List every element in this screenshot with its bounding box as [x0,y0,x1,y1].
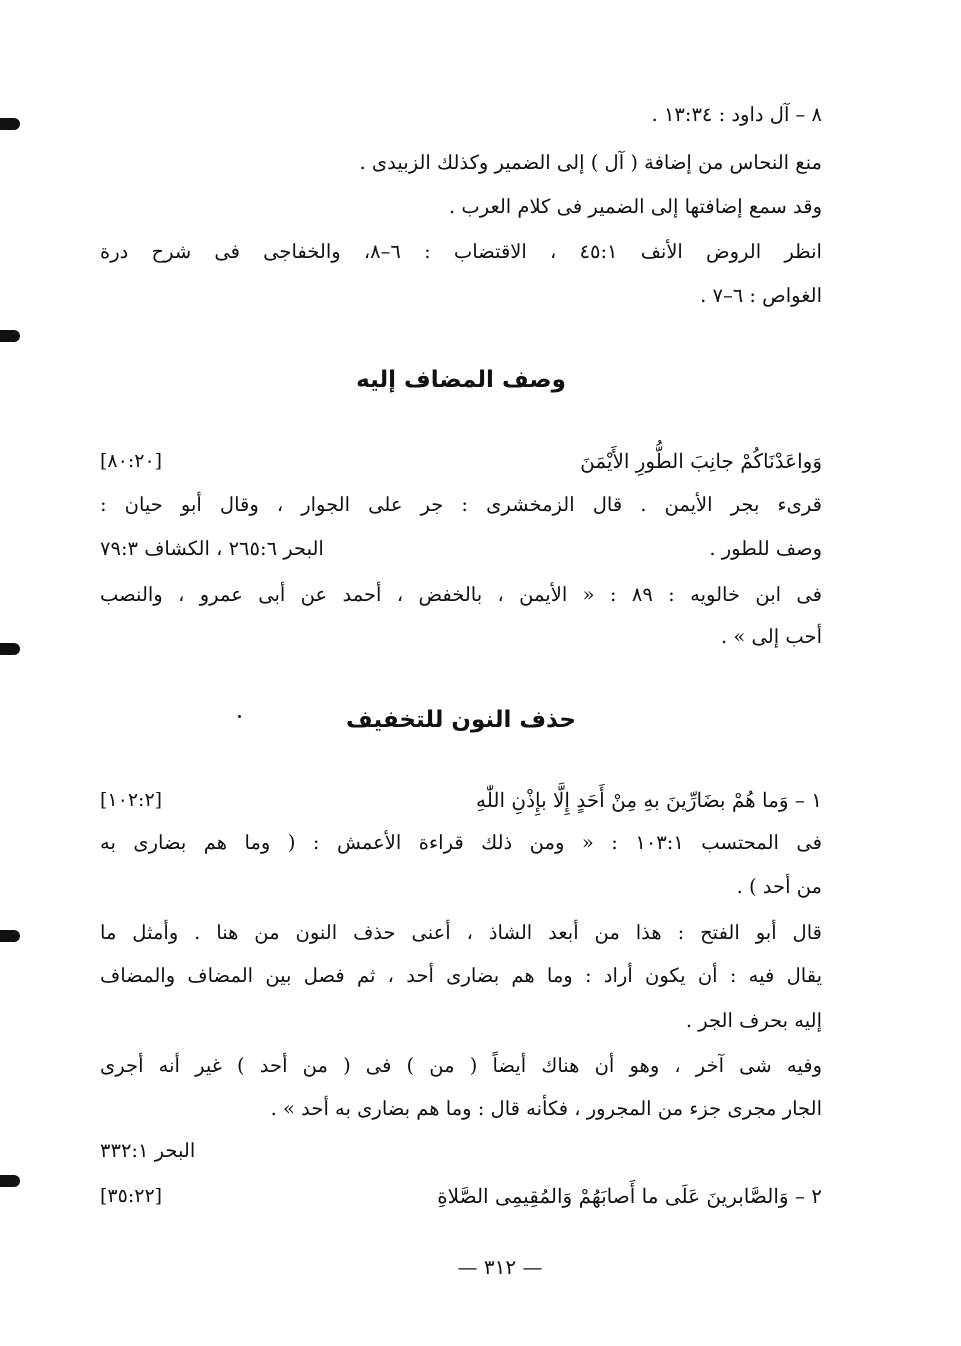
body-line: أحب إلى » . [721,625,822,648]
source-line [100,1136,822,1166]
verse-reference: [١٠٢:٢] [100,789,163,811]
verse-text: ٢ – وَالصَّابرينَ عَلَى ما أَصابَهُمْ وَالمُقِيمِى الصَّلاةِ [437,1184,822,1208]
source-reference: البحر ٢٦٥:٦ ، الكشاف ٧٩:٣ [100,537,324,560]
body-text: وصف للطور . [709,537,822,560]
scan-edge-mark [0,330,20,342]
verse-text: وَواعَدْنَاكُمْ جانِبَ الطُّورِ الأَيْمَنَ [580,449,822,473]
body-line: قرىء بجر الأيمن . قال الزمخشرى : جر على الجوار ، وقال أبو حيان : [100,493,822,516]
verse-reference: [٨٠:٢٠] [100,450,163,472]
source-reference: البحر ٣٣٢:١ [100,1139,196,1162]
scan-edge-mark [0,643,20,655]
verse-reference: [٣٥:٢٢] [100,1185,163,1207]
intro-line-2: منع النحاس من إضافة ( آل ) إلى الضمير وكذلك الزبيدى . [359,151,822,174]
body-line-with-source [100,534,822,564]
body-line: إليه بحرف الجر . [685,1009,822,1032]
body-line: وفيه شى آخر ، وهو أن هناك أيضاً ( من ) فى ( من أحد ) غير أنه أجرى [100,1054,822,1077]
verse-line [100,785,822,815]
intro-line-5: الغواص : ٦–٧ . [700,284,822,307]
page-number: — ٣١٢ — [457,1255,543,1279]
intro-line-1: ٨ – آل داود : ١٣:٣٤ . [651,103,822,126]
intro-line-3: وقد سمع إضافتها إلى الضمير فى كلام العرب . [448,195,822,218]
scan-edge-mark [0,930,20,942]
body-line: قال أبو الفتح : هذا من أبعد الشاذ ، أعنى حذف النون من هنا . وأمثل ما [100,921,822,944]
section-heading-hadhf-al-nun: حذف النون للتخفيف [346,707,576,733]
body-line: من أحد ) . [736,875,822,898]
scan-edge-mark [0,118,20,130]
body-line: يقال فيه : أن يكون أراد : وما هم بضارى أحد ، ثم فصل بين المضاف والمضاف [100,964,822,987]
intro-line-4: انظر الروض الأنف ٤٥:١ ، الاقتضاب : ٦–٨، والخفاجى فى شرح درة [100,240,822,263]
body-line: فى المحتسب ١٠٣:١ : « ومن ذلك قراءة الأعمش : ( وما هم بضارى به [100,831,823,854]
verse-line [100,1181,822,1211]
body-line: الجار مجرى جزء من المجرور ، فكأنه قال : وما هم بضارى به أحد » . [270,1097,822,1120]
scan-edge-mark [0,1175,20,1187]
verse-text: ١ – وَما هُمْ بضَارِّينَ بهِ مِنْ أَحَدٍ إِلَّا بإِذْنِ اللّٰهِ [476,788,822,812]
body-line: فى ابن خالويه : ٨٩ : « الأيمن ، بالخفض ، أحمد عن أبى عمرو ، والنصب [100,583,822,606]
section-heading-mudaf-ilayh: وصف المضاف إليه [356,367,566,393]
verse-line [100,446,822,476]
